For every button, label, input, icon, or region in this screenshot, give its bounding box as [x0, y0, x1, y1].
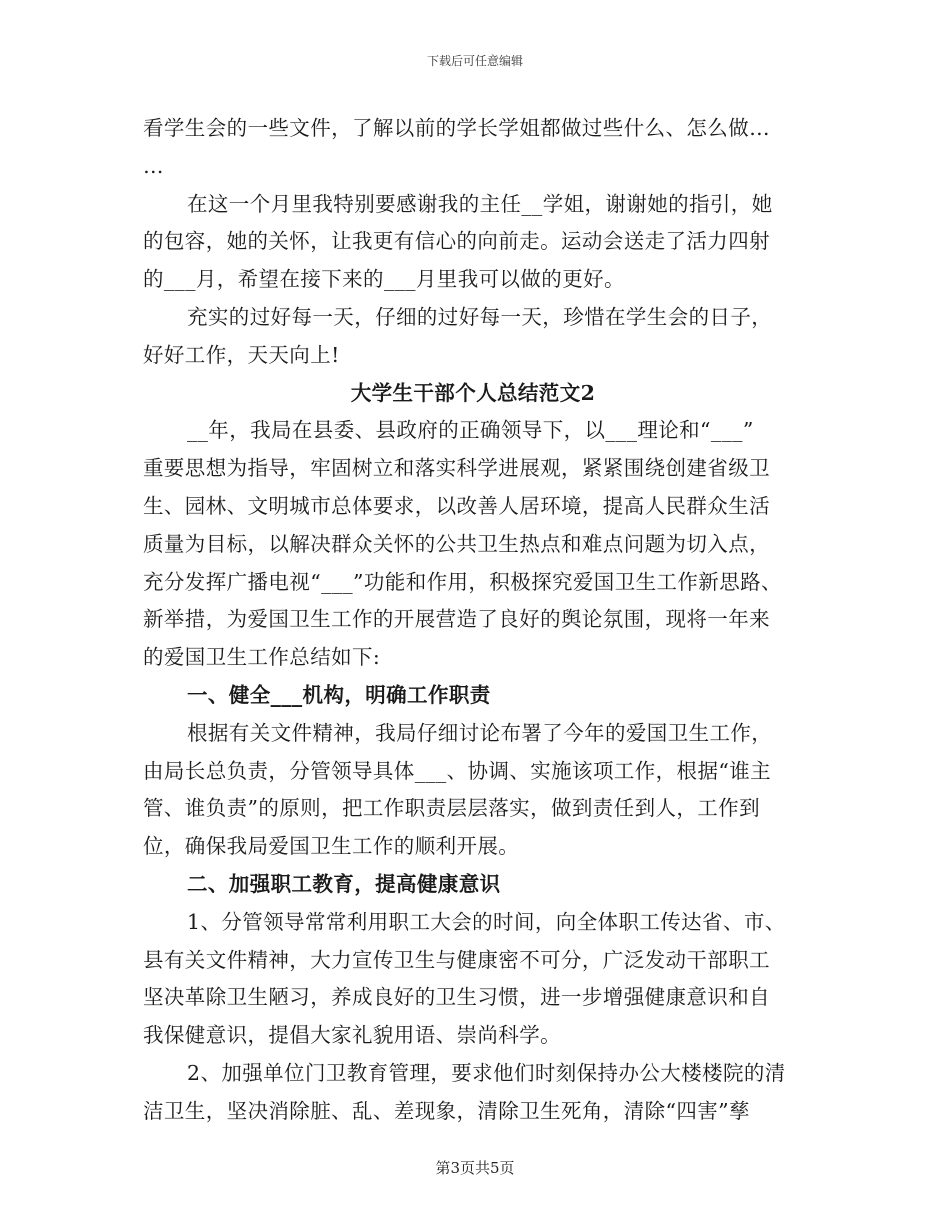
body-line: 的爱国卫生工作总结如下: [143, 645, 381, 670]
body-line: 我保健意识，提倡大家礼貌用语、崇尚科学。 [143, 1023, 561, 1048]
page-footer: 第3页共5页 [435, 1159, 515, 1177]
body-line: 县有关文件精神，大力宣传卫生与健康密不可分，广泛发动干部职工 [143, 947, 770, 972]
section-title: 大学生干部个人总结范文2 [350, 380, 596, 405]
body-line: 生、园林、文明城市总体要求，以改善人居环境，提高人民群众生活 [143, 493, 770, 518]
subsection-heading: 二、加强职工教育，提高健康意识 [187, 871, 501, 896]
body-line: 新举措，为爱国卫生工作的开展营造了良好的舆论氛围，现将一年来 [143, 607, 770, 632]
body-line: 洁卫生，坚决消除脏、乱、差现象，清除卫生死角，清除“四害”孳 [143, 1098, 750, 1123]
body-line: 的___月，希望在接下来的___月里我可以做的更好。 [143, 267, 625, 292]
body-line: 质量为目标，以解决群众关怀的公共卫生热点和难点问题为切入点， [143, 531, 770, 556]
document-body [143, 110, 803, 1131]
paragraph-start-line: 在这一个月里我特别要感谢我的主任__学姐，谢谢她的指引，她 [187, 191, 773, 216]
body-line: 的包容，她的关怀，让我更有信心的向前走。运动会送走了活力四射 [143, 229, 770, 254]
body-line: 由局长总负责，分管领导具体___、协调、实施该项工作，根据“谁主 [143, 758, 772, 783]
body-line: 充分发挥广播电视“___”功能和作用，积极探究爱国卫生工作新思路、 [143, 569, 782, 594]
body-line: 重要思想为指导，牢固树立和落实科学进展观，紧紧围绕创建省级卫 [143, 456, 770, 481]
body-line: 位，确保我局爱国卫生工作的顺利开展。 [143, 834, 520, 859]
paragraph-start-line: 2、加强单位门卫教育管理，要求他们时刻保持办公大楼楼院的清 [187, 1060, 786, 1085]
paragraph-start-line: 充实的过好每一天，仔细的过好每一天，珍惜在学生会的日子， [187, 304, 773, 329]
body-line: 管、谁负责”的原则，把工作职责层层落实，做到责任到人，工作到 [143, 796, 760, 821]
body-line: … [143, 153, 164, 178]
body-line: 好好工作，天天向上! [143, 342, 340, 367]
subsection-heading: 一、健全___机构，明确工作职责 [187, 682, 491, 707]
body-line: 坚决革除卫生陋习，养成良好的卫生习惯，进一步增强健康意识和自 [143, 985, 770, 1010]
body-line: 看学生会的一些文件，了解以前的学长学姐都做过些什么、怎么做… [143, 116, 770, 140]
paragraph-start-line: 1、分管领导常常利用职工大会的时间，向全体职工传达省、市、 [187, 909, 786, 934]
header-note: 下载后可任意编辑 [426, 54, 523, 68]
paragraph-start-line: __年，我局在县委、县政府的正确领导下，以___理论和“___” [187, 418, 754, 443]
paragraph-start-line: 根据有关文件精神，我局仔细讨论布署了今年的爱国卫生工作， [187, 720, 773, 745]
